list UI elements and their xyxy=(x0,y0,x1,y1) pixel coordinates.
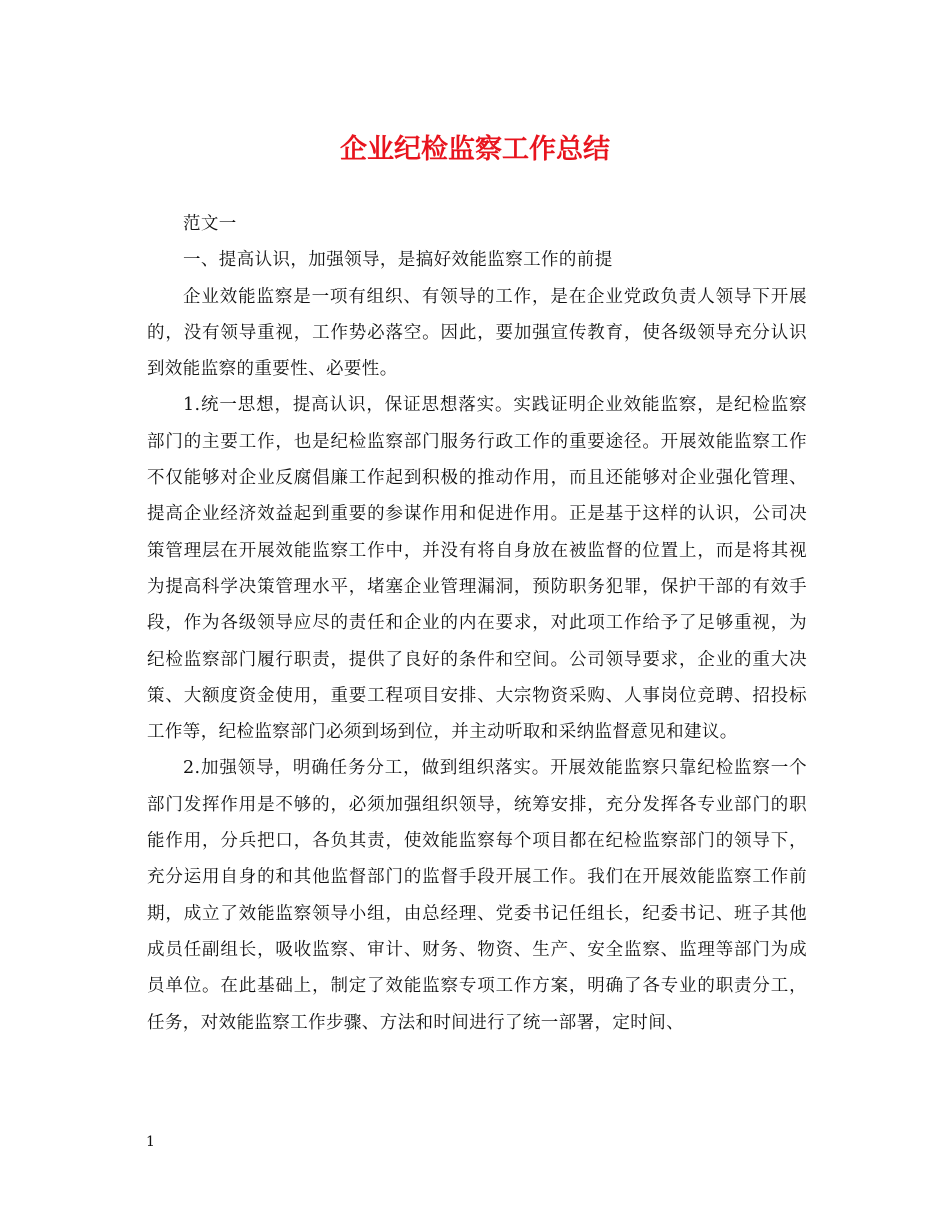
paragraph-section-heading: 一、提高认识，加强领导，是搞好效能监察工作的前提 xyxy=(183,250,613,271)
paragraph-point-1: 1.统一思想，提高认识，保证思想落实。实践证明企业效能监察，是纪检监察部门的主要工作，也是纪检监察部门服务行政工作的重要途径。开展效能监察工作不仅能够对企业反腐倡廉工作起到积极的推动作用，而且还能够对企业强化管理、提高企业经济效益起到重要的参谋作用和促进作用。正是基于这样的认识，公司决策管理层在开展效能监察工作中，并没有将自身放在被监督的位置上，而是将其视为提高科学决策管理水平，堵塞企业管理漏洞，预防职务犯罪，保护干部的有效手段，作为各级领导应尽的责任和企业的内在要求，对此项工作给予了足够重视，为纪检监察部门履行职责，提供了良好的条件和空间。公司领导要求，企业的重大决策、大额度资金使用，重要工程项目安排、大宗物资采购、人事岗位竞聘、招投标工作等，纪检监察部门必须到场到位，并主动听取和采纳监督意见和建议。 xyxy=(147,395,807,743)
document-body xyxy=(147,206,807,1041)
paragraph-sample-label: 范文一 xyxy=(183,214,237,234)
paragraph-intro: 企业效能监察是一项有组织、有领导的工作，是在企业党政负责人领导下开展的，没有领导重视，工作势必落空。因此，要加强宣传教育，使各级领导充分认识到效能监察的重要性、必要性。 xyxy=(147,286,807,380)
paragraph-point-2: 2.加强领导，明确任务分工，做到组织落实。开展效能监察只靠纪检监察一个部门发挥作用是不够的，必须加强组织领导，统筹安排，充分发挥各专业部门的职能作用，分兵把口，各负其责，使效能监察每个项目都在纪检监察部门的领导下，充分运用自身的和其他监督部门的监督手段开展工作。我们在开展效能监察工作前期，成立了效能监察领导小组，由总经理、党委书记任组长，纪委书记、班子其他成员任副组长，吸收监察、审计、财务、物资、生产、安全监察、监理等部门为成员单位。在此基础上，制定了效能监察专项工作方案，明确了各专业的职责分工，任务，对效能监察工作步骤、方法和时间进行了统一部署，定时间、 xyxy=(147,758,807,1033)
page-number: 1 xyxy=(146,1134,155,1150)
document-title: 企业纪检监察工作总结 xyxy=(340,134,610,165)
